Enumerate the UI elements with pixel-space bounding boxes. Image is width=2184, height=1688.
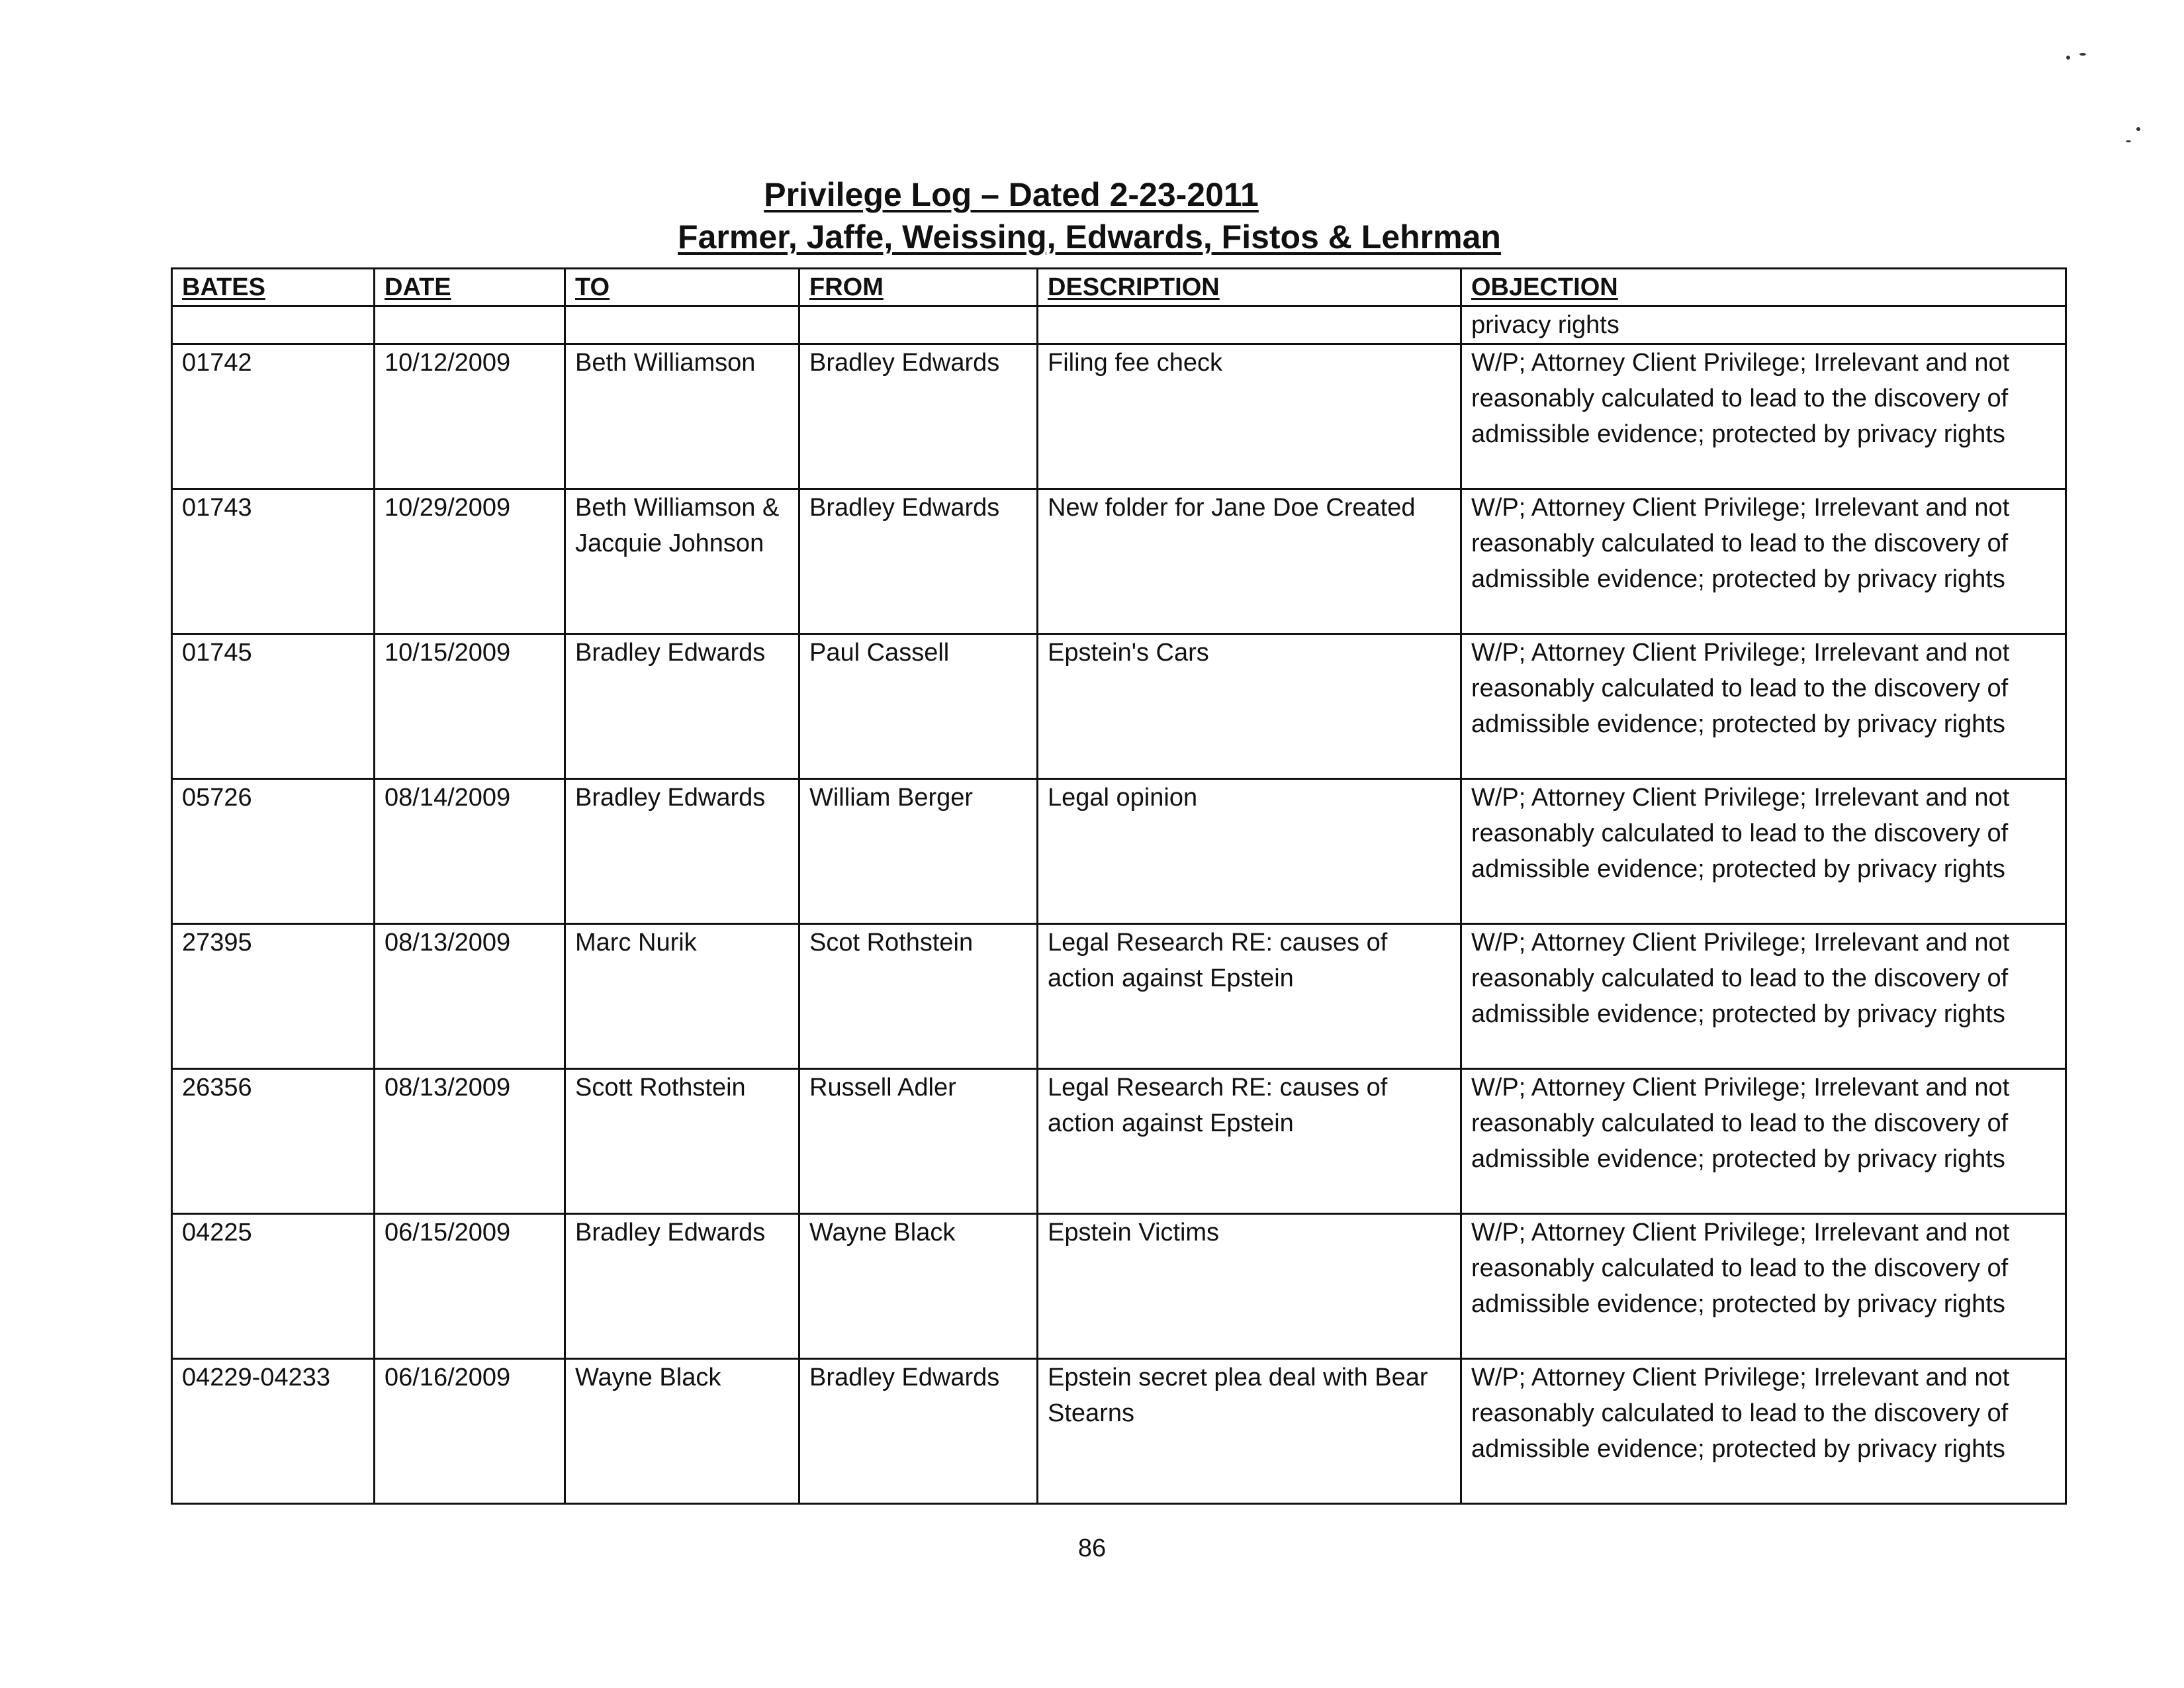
objection-cell: W/P; Attorney Client Privilege; Irrelevant and not reasonably calculated to lead to the discovery of admissible evidence; protected by privacy rights — [1461, 924, 2066, 1069]
date-cell: 10/12/2009 — [375, 344, 565, 489]
continued-bates-cell — [172, 306, 375, 344]
bates-cell: 01745 — [172, 634, 375, 779]
privilege-log-table — [171, 267, 2067, 1505]
bates-cell: 04225 — [172, 1214, 375, 1359]
date-cell: 06/16/2009 — [375, 1359, 565, 1504]
bates-cell: 26356 — [172, 1069, 375, 1214]
from-cell: Russell Adler — [799, 1069, 1038, 1214]
header-from: FROM — [799, 269, 1038, 306]
header-bates: BATES — [172, 269, 375, 306]
to-cell: Marc Nurik — [565, 924, 799, 1069]
from-cell: Bradley Edwards — [799, 489, 1038, 634]
bates-cell: 05726 — [172, 779, 375, 924]
title-line-1: Privilege Log – Dated 2-23-2011 — [764, 176, 1259, 213]
header-objection: OBJECTION — [1461, 269, 2066, 306]
objection-cell: W/P; Attorney Client Privilege; Irrelevant and not reasonably calculated to lead to the discovery of admissible evidence; protected by privacy rights — [1461, 634, 2066, 779]
table-row — [172, 1214, 2066, 1359]
from-cell: Wayne Black — [799, 1214, 1038, 1359]
scan-speck — [2066, 56, 2070, 60]
date-cell: 06/15/2009 — [375, 1214, 565, 1359]
header-date: DATE — [375, 269, 565, 306]
objection-cell: W/P; Attorney Client Privilege; Irrelevant and not reasonably calculated to lead to the discovery of admissible evidence; protected by privacy rights — [1461, 1359, 2066, 1504]
header-row — [172, 269, 2066, 306]
from-cell: Scot Rothstein — [799, 924, 1038, 1069]
bates-cell: 27395 — [172, 924, 375, 1069]
objection-cell: W/P; Attorney Client Privilege; Irrelevant and not reasonably calculated to lead to the discovery of admissible evidence; protected by privacy rights — [1461, 344, 2066, 489]
description-cell: Epstein Victims — [1038, 1214, 1461, 1359]
table-row — [172, 489, 2066, 634]
to-cell: Bradley Edwards — [565, 634, 799, 779]
from-cell: Bradley Edwards — [799, 1359, 1038, 1504]
continued-objection-cell: privacy rights — [1461, 306, 2066, 344]
to-cell: Bradley Edwards — [565, 1214, 799, 1359]
to-cell: Beth Williamson & Jacquie Johnson — [565, 489, 799, 634]
date-cell: 08/13/2009 — [375, 1069, 565, 1214]
date-cell: 08/13/2009 — [375, 924, 565, 1069]
header-description: DESCRIPTION — [1038, 269, 1461, 306]
continued-from-cell — [799, 306, 1038, 344]
description-cell: Legal Research RE: causes of action against Epstein — [1038, 1069, 1461, 1214]
description-cell: Legal Research RE: causes of action against Epstein — [1038, 924, 1461, 1069]
scan-speck — [2079, 53, 2086, 56]
table-row — [172, 779, 2066, 924]
continued-to-cell — [565, 306, 799, 344]
description-cell: Epstein secret plea deal with Bear Stearns — [1038, 1359, 1461, 1504]
continued-row — [172, 306, 2066, 344]
description-cell: New folder for Jane Doe Created — [1038, 489, 1461, 634]
bates-cell: 01742 — [172, 344, 375, 489]
scan-speck — [2126, 140, 2131, 142]
table-row — [172, 344, 2066, 489]
bates-cell: 04229-04233 — [172, 1359, 375, 1504]
date-cell: 10/15/2009 — [375, 634, 565, 779]
description-cell: Filing fee check — [1038, 344, 1461, 489]
table-row — [172, 1069, 2066, 1214]
table-row — [172, 1359, 2066, 1504]
table-row — [172, 634, 2066, 779]
to-cell: Beth Williamson — [565, 344, 799, 489]
to-cell: Wayne Black — [565, 1359, 799, 1504]
objection-cell: W/P; Attorney Client Privilege; Irrelevant and not reasonably calculated to lead to the discovery of admissible evidence; protected by privacy rights — [1461, 779, 2066, 924]
description-cell: Legal opinion — [1038, 779, 1461, 924]
from-cell: Paul Cassell — [799, 634, 1038, 779]
title-line-2: Farmer, Jaffe, Weissing, Edwards, Fistos & Lehrman — [678, 218, 1501, 256]
date-cell: 08/14/2009 — [375, 779, 565, 924]
to-cell: Bradley Edwards — [565, 779, 799, 924]
from-cell: Bradley Edwards — [799, 344, 1038, 489]
document-title — [0, 173, 2184, 258]
continued-description-cell — [1038, 306, 1461, 344]
from-cell: William Berger — [799, 779, 1038, 924]
description-cell: Epstein's Cars — [1038, 634, 1461, 779]
table-row — [172, 924, 2066, 1069]
scan-speck — [2136, 127, 2140, 131]
continued-date-cell — [375, 306, 565, 344]
objection-cell: W/P; Attorney Client Privilege; Irrelevant and not reasonably calculated to lead to the discovery of admissible evidence; protected by privacy rights — [1461, 1214, 2066, 1359]
bates-cell: 01743 — [172, 489, 375, 634]
objection-cell: W/P; Attorney Client Privilege; Irrelevant and not reasonably calculated to lead to the discovery of admissible evidence; protected by privacy rights — [1461, 1069, 2066, 1214]
objection-cell: W/P; Attorney Client Privilege; Irrelevant and not reasonably calculated to lead to the discovery of admissible evidence; protected by privacy rights — [1461, 489, 2066, 634]
page-number: 86 — [1077, 1534, 1107, 1562]
header-to: TO — [565, 269, 799, 306]
date-cell: 10/29/2009 — [375, 489, 565, 634]
to-cell: Scott Rothstein — [565, 1069, 799, 1214]
